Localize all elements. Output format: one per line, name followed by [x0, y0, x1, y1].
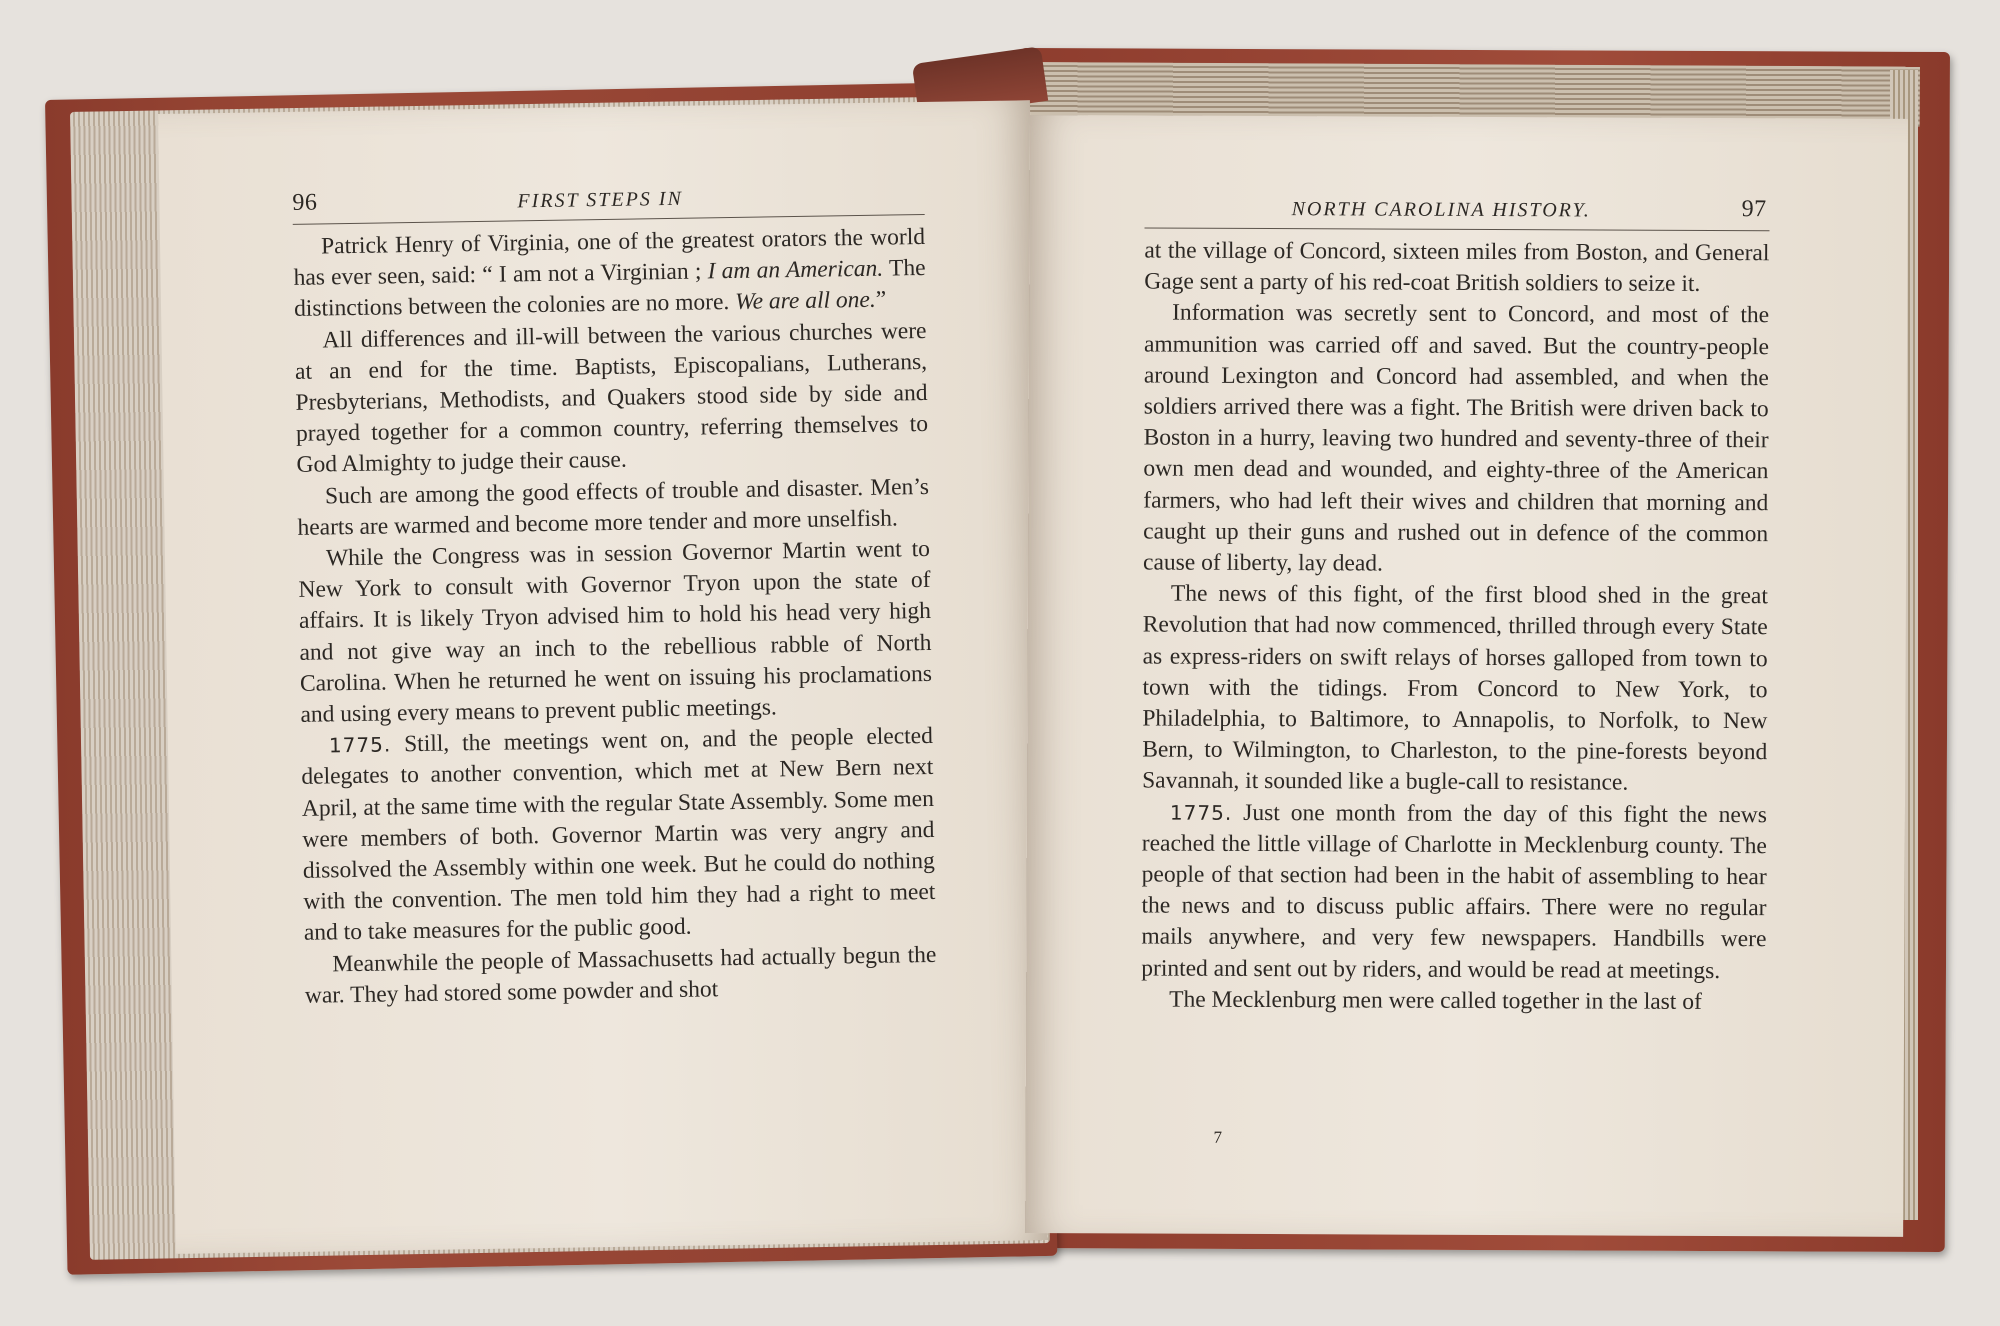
text-segment: Patrick Henry of Virginia, one of the greatest orators the world has ever seen, said: “ I am not a Virginian ;: [293, 223, 926, 292]
paragraph: [1141, 797, 1767, 987]
text-segment: The Mecklenburg men were called together in the last of: [1169, 986, 1702, 1015]
right-running-title: NORTH CAROLINA HISTORY.: [1291, 198, 1591, 222]
paragraph: [298, 534, 933, 731]
right-page: [1025, 115, 1908, 1237]
paragraph: [1144, 236, 1769, 301]
text-segment: We are all one.: [734, 287, 876, 316]
paragraph: [297, 472, 930, 544]
paragraph: [293, 222, 926, 326]
left-running-title: FIRST STEPS IN: [517, 187, 683, 213]
paragraph: [1142, 579, 1768, 800]
text-segment: Meanwhile the people of Massachusetts had actually begun the war. They had stored some powder and shot: [304, 941, 937, 1009]
text-segment: The news of this fight, of the first blood shed in the great Revolution that had now commenced, thrilled through every State as express-riders on swift relays of horses galloped from town to town with the tidings. From Concord to New York, to Philadelphia, to Baltimore, to Annapolis, to Norfolk, to New Bern, to Wilmington, to Charleston, to the pine-forests beyond Savannah, it sounded like a bugle-call to resistance.: [1142, 580, 1768, 797]
text-segment: Such are among the good effects of trouble and disaster. Men’s hearts are warmed and become more tender and more unselfish.: [297, 473, 930, 541]
text-segment: All differences and ill-will between the various churches were at an end for the time. Baptists, Episcopalians, Lutherans, Presbyterians, Methodists, and Quakers stood side by side and prayed together for a common country, referring themselves to God Almighty to judge their cause.: [294, 317, 929, 479]
text-segment: The distinctions between the colonies are no more.: [293, 255, 926, 323]
year-marker: 1775.: [1169, 800, 1233, 825]
text-segment: While the Congress was in session Governor Martin went to New York to consult with Governor Tryon upon the state of affairs. It is likely Tryon advised him to hold his head very high and not give way an inch to the rebellious rabble of North Carolina. When he returned he went on issuing his proclamations and using every means to prevent public meetings.: [298, 535, 933, 728]
left-page-number: 96: [292, 189, 318, 216]
left-running-head: [159, 178, 1031, 228]
left-body-text: [293, 222, 937, 1012]
paragraph: [301, 721, 936, 949]
text-segment: Just one month from the day of this fight the news reached the little village of Charlotte in Mecklenburg county. The people of that section had been in the habit of assembling to hear the news and to discuss public affairs. There were no regular mails anywhere, and very few newspapers. Handbills were printed and sent out by riders, and would be read at meetings.: [1141, 799, 1768, 984]
year-marker: 1775.: [328, 732, 392, 758]
right-body-text: [1141, 236, 1769, 1019]
paragraph: [1141, 984, 1766, 1018]
paragraph: [1143, 298, 1769, 582]
paragraph: [294, 316, 928, 482]
signature-mark: 7: [1213, 1127, 1223, 1147]
text-segment: I am an American.: [707, 255, 884, 285]
text-segment: ”: [875, 286, 887, 314]
left-page: [158, 100, 1048, 1254]
text-segment: Still, the meetings went on, and the people elected delegates to another convention, which met at New Bern next April, at the same time with the regular State Assembly. Some men were members of both. Governor Martin was very angry and dissolved the Assembly within one week. But he could do nothing with the convention. The men told him they had a right to meet and to take measures for the public good.: [301, 723, 936, 947]
text-segment: at the village of Concord, sixteen miles from Boston, and General Gage sent a party of his red-coat British soldiers to seize it.: [1144, 237, 1770, 298]
paragraph: [304, 940, 937, 1012]
right-page-number: 97: [1741, 196, 1767, 223]
text-segment: Information was secretly sent to Concord, and most of the ammunition was carried off and saved. But the country-people around Lexington and Concord had assembled, and when the soldiers arrived there was a fight. The British were driven back to Boston in a hurry, leaving two hundred and seventy-three of their own men dead and wounded, and eighty-three of the American farmers, who had left their wives and children that morning and caught up their guns and rushed out in defence of the common cause of liberty, lay dead.: [1142, 300, 1770, 577]
